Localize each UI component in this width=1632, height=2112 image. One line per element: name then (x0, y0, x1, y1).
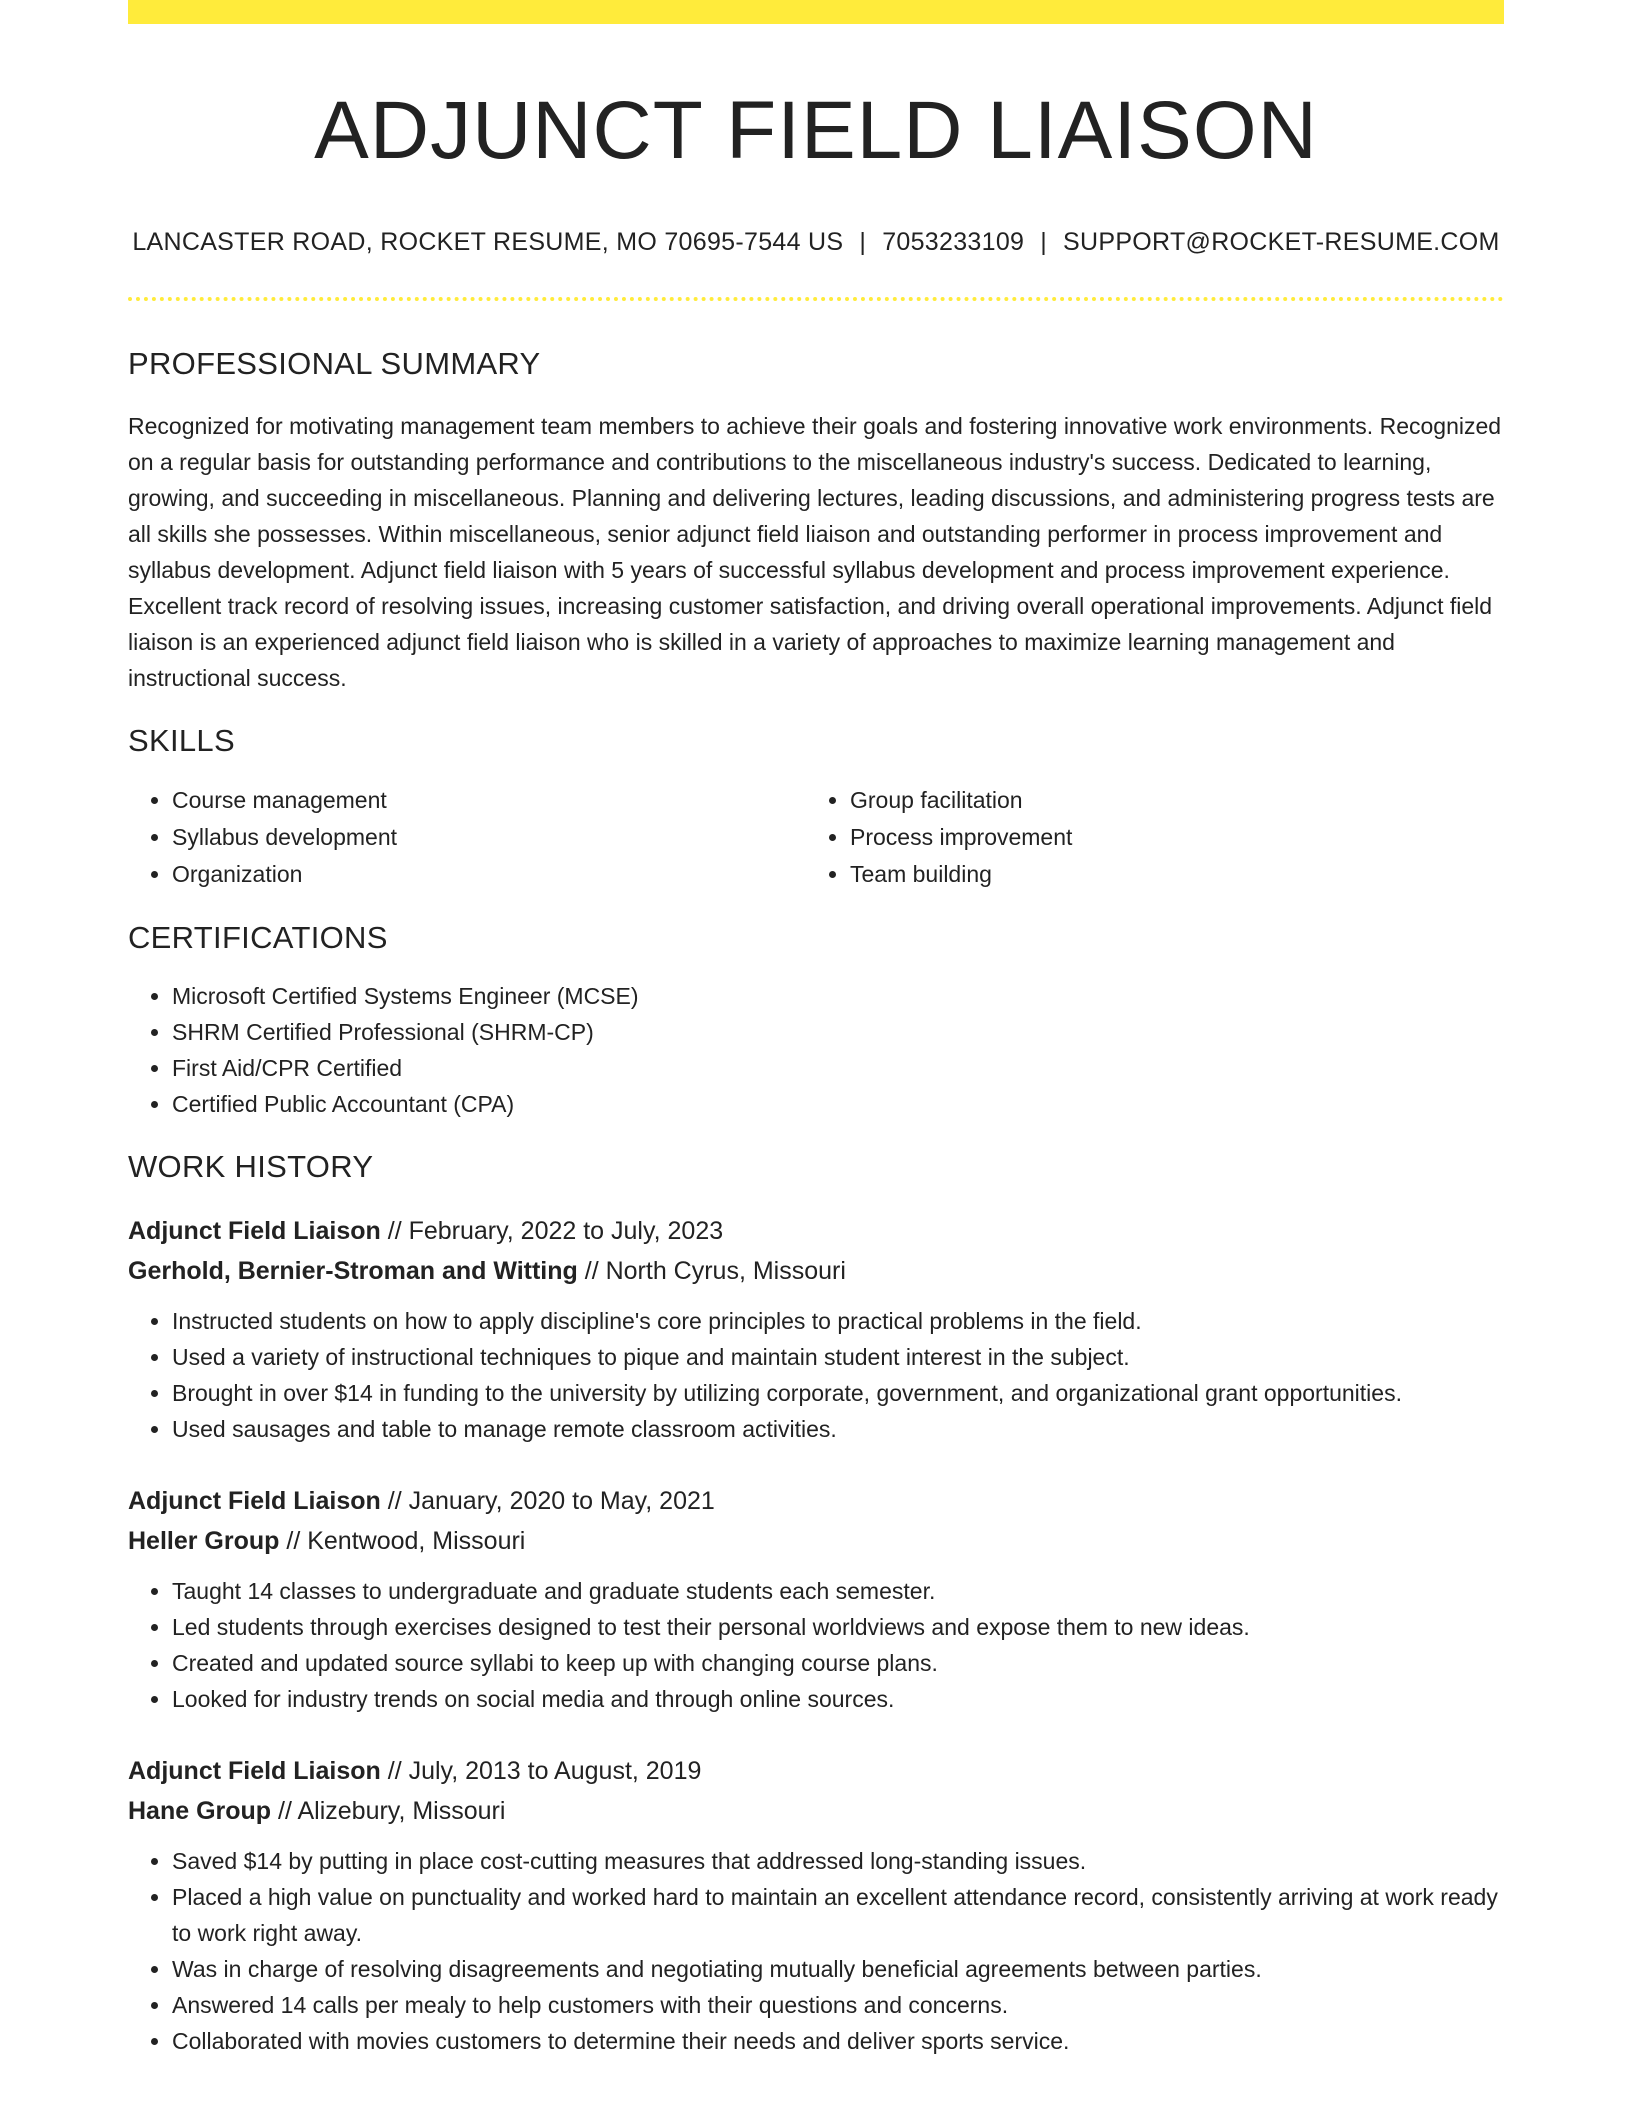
skills-columns (128, 782, 1504, 893)
list-item: • Led students through exercises designed to test their personal worldviews and expose them to new ideas. (172, 1609, 1504, 1645)
job-role: Adjunct Field Liaison (128, 1486, 381, 1515)
contact-address: LANCASTER ROAD, ROCKET RESUME, MO 70695-7544 US (132, 228, 844, 257)
top-accent-bar (128, 0, 1504, 24)
job-bullets (128, 1573, 1504, 1717)
list-item: • Microsoft Certified Systems Engineer (MCSE) (172, 978, 1504, 1014)
skills-section (128, 722, 1504, 892)
job-role: Adjunct Field Liaison (128, 1216, 381, 1245)
candidate-name: ADJUNCT FIELD LIAISON (314, 85, 1318, 176)
job-company-line (128, 1521, 1504, 1561)
summary-heading: PROFESSIONAL SUMMARY (128, 346, 541, 382)
list-item: • Used sausages and table to manage remote classroom activities. (172, 1411, 1504, 1447)
list-item: • Looked for industry trends on social media and through online sources. (172, 1681, 1504, 1717)
list-item: • Created and updated source syllabi to keep up with changing course plans. (172, 1645, 1504, 1681)
job-dates: // February, 2022 to July, 2023 (387, 1216, 724, 1245)
job-entry (128, 1751, 1504, 2059)
header-divider (128, 297, 1504, 301)
job-bullets (128, 1303, 1504, 1447)
list-item: • Collaborated with movies customers to determine their needs and deliver sports service. (172, 2023, 1504, 2059)
list-item: • Instructed students on how to apply discipline's core principles to practical problems in the field. (172, 1303, 1504, 1339)
job-company: Heller Group (128, 1526, 280, 1555)
skills-left-list (128, 782, 806, 893)
list-item: • Course management (172, 782, 806, 819)
list-item: • SHRM Certified Professional (SHRM-CP) (172, 1014, 1504, 1050)
certifications-section (128, 919, 1504, 1122)
job-location: // Kentwood, Missouri (286, 1526, 526, 1555)
contact-line (128, 228, 1504, 257)
list-item: • Team building (850, 856, 1484, 893)
job-location: // North Cyrus, Missouri (584, 1256, 846, 1285)
job-entry (128, 1211, 1504, 1447)
job-dates: // January, 2020 to May, 2021 (387, 1486, 715, 1515)
job-title-line (128, 1481, 1504, 1521)
list-item: • Used a variety of instructional techniques to pique and maintain student interest in the subject. (172, 1339, 1504, 1375)
list-item: • Answered 14 calls per mealy to help customers with their questions and concerns. (172, 1987, 1504, 2023)
list-item: • Taught 14 classes to undergraduate and graduate students each semester. (172, 1573, 1504, 1609)
list-item: • Saved $14 by putting in place cost-cutting measures that addressed long-standing issues. (172, 1843, 1504, 1879)
summary-text: Recognized for motivating management team members to achieve their goals and fostering innovative work environments. Recognized on a regular basis for outstanding performance and contributions to the miscellaneous industry's success. Dedicated to learning, growing, and succeeding in miscellaneous. Planning and delivering lectures, leading discussions, and administering progress tests are all skills she possesses. Within miscellaneous, senior adjunct field liaison and outstanding performer in process improvement and syllabus development. Adjunct field liaison with 5 years of successful syllabus development and process improvement experience. Excellent track record of resolving issues, increasing customer satisfaction, and driving overall operational improvements. Adjunct field liaison is an experienced adjunct field liaison who is skilled in a variety of approaches to maximize learning management and instructional success. (128, 413, 1502, 692)
skills-heading: SKILLS (128, 723, 235, 759)
job-role: Adjunct Field Liaison (128, 1756, 381, 1785)
job-company-line (128, 1251, 1504, 1291)
work-history-heading: WORK HISTORY (128, 1148, 374, 1184)
job-location: // Alizebury, Missouri (278, 1796, 506, 1825)
list-item: • Syllabus development (172, 819, 806, 856)
certifications-heading: CERTIFICATIONS (128, 919, 388, 955)
resume-page (128, 0, 1504, 2059)
list-item: • Process improvement (850, 819, 1484, 856)
job-company: Hane Group (128, 1796, 272, 1825)
list-item: • Certified Public Accountant (CPA) (172, 1086, 1504, 1122)
contact-separator: | (1040, 228, 1048, 257)
certifications-list (128, 978, 1504, 1122)
list-item: • First Aid/CPR Certified (172, 1050, 1504, 1086)
summary-section (128, 345, 1504, 696)
job-company-line (128, 1791, 1504, 1831)
job-bullets (128, 1843, 1504, 2059)
list-item: • Group facilitation (850, 782, 1484, 819)
skills-right-list (806, 782, 1484, 893)
job-title-line (128, 1751, 1504, 1791)
contact-email: SUPPORT@ROCKET-RESUME.COM (1063, 228, 1500, 257)
list-item: • Organization (172, 856, 806, 893)
list-item: • Was in charge of resolving disagreements and negotiating mutually beneficial agreements between parties. (172, 1951, 1504, 1987)
job-entry (128, 1481, 1504, 1717)
list-item: • Brought in over $14 in funding to the university by utilizing corporate, government, and organizational grant opportunities. (172, 1375, 1504, 1411)
job-company: Gerhold, Bernier-Stroman and Witting (128, 1256, 578, 1285)
work-history-section (128, 1148, 1504, 2059)
contact-separator: | (859, 228, 867, 257)
list-item: • Placed a high value on punctuality and worked hard to maintain an excellent attendance record, consistently arriving at work ready to work right away. (172, 1879, 1504, 1951)
contact-phone: 7053233109 (882, 228, 1025, 257)
job-dates: // July, 2013 to August, 2019 (387, 1756, 702, 1785)
job-title-line (128, 1211, 1504, 1251)
